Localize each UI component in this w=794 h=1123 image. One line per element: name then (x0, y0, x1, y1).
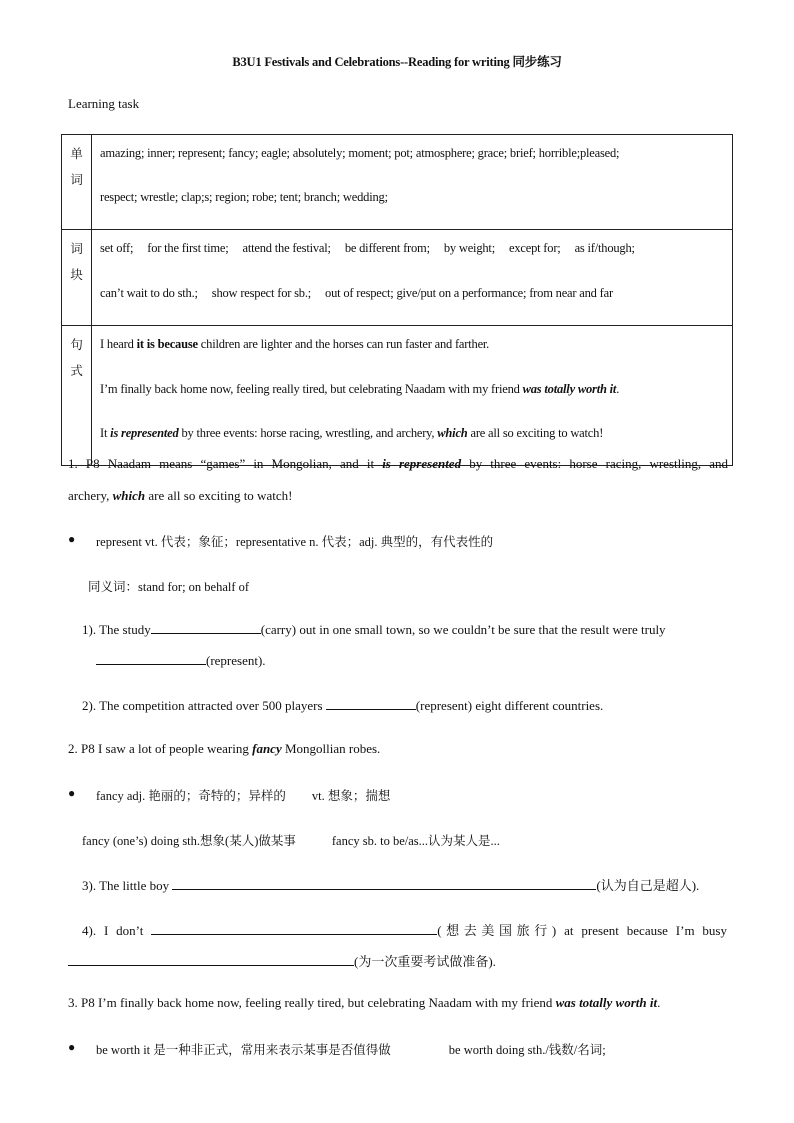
item1-line1: 1. P8 Naadam means “games” in Mongolian, and it is represented by three events: horse racing, wrestling, and (68, 456, 728, 471)
item3-line: 3. P8 I’m finally back home now, feeling really tired, but celebrating Naadam with my friend was totally worth it. (68, 995, 661, 1010)
learning-task-table (61, 134, 733, 466)
answer-blank[interactable] (96, 652, 206, 665)
answer-blank[interactable] (151, 922, 437, 935)
sentences-content (92, 326, 733, 466)
words-content (92, 135, 733, 230)
sentence-3: It is represented by three events: horse racing, wrestling, and archery, which are all so exciting to watch! (100, 426, 604, 440)
table-row-sentences (62, 326, 733, 466)
exercise-1: 1). The study (carry) out in one small town, so we couldn’t be sure that the result were truly (82, 622, 666, 637)
learning-task-heading: Learning task (68, 96, 140, 111)
fancy-usage: fancy (one’s) doing sth.想象(某人)做某事 fancy sb. to be/as...认为某人是... (82, 834, 500, 848)
worth-note: be worth it 是一种非正式，常用来表示某事是否值得做 be worth doing sth./钱数/名词; (96, 1043, 606, 1057)
item2-line: 2. P8 I saw a lot of people wearing fancy Mongollian robes. (68, 741, 381, 756)
exercise-3: 3). The little boy (认为自己是超人). (82, 878, 700, 893)
fancy-note: fancy adj. 艳丽的；奇特的；异样的 vt. 想象；揣想 (96, 789, 391, 803)
phrases-line-1: set off; for the first time; attend the festival; be different from; by weight; except for; as if/though; (100, 241, 635, 255)
phrases-label: 词 块 (62, 230, 92, 326)
exercise-1-cont: (represent). (96, 652, 756, 669)
sentences-label: 句 式 (62, 326, 92, 466)
table-row-phrases (62, 230, 733, 326)
answer-blank[interactable] (326, 697, 416, 710)
answer-blank[interactable] (151, 621, 261, 634)
words-line-2: respect; wrestle; clap;s; region; robe; tent; branch; wedding; (100, 190, 388, 204)
table-row-words (62, 135, 733, 230)
words-label: 单 词 (62, 135, 92, 230)
exercise-4-cont: (为一次重要考试做准备). (68, 951, 728, 970)
sentence-1: I heard it is because children are lighter and the horses can run faster and farther. (100, 337, 490, 351)
exercise-2: 2). The competition attracted over 500 players (represent) eight different countries. (82, 698, 604, 713)
bullet-icon: ● (68, 532, 76, 546)
phrases-line-2: can’t wait to do sth.; show respect for sb.; out of respect; give/put on a performance; from near and far (100, 285, 613, 300)
bullet-icon: ● (68, 1040, 76, 1054)
answer-blank[interactable] (68, 953, 354, 966)
page-title: B3U1 Festivals and Celebrations--Reading for writing 同步练习 (232, 55, 562, 69)
words-line-1: amazing; inner; represent; fancy; eagle; absolutely; moment; pot; atmosphere; grace; brief; horrible;pleased; (100, 146, 620, 160)
answer-blank[interactable] (172, 877, 596, 890)
item1-line2: archery, which are all so exciting to watch! (68, 488, 293, 503)
represent-note: represent vt. 代表；象征；representative n. 代表；adj. 典型的，有代表性的 (96, 535, 494, 549)
phrases-content (92, 230, 733, 326)
bullet-icon: ● (68, 786, 76, 800)
exercise-4: 4). I don’t (想去美国旅行) at present because I’m busy (82, 923, 727, 938)
synonyms-note: 同义词：stand for; on behalf of (88, 580, 250, 594)
sentence-2: I’m finally back home now, feeling really tired, but celebrating Naadam with my friend was totally worth it. (100, 381, 620, 396)
